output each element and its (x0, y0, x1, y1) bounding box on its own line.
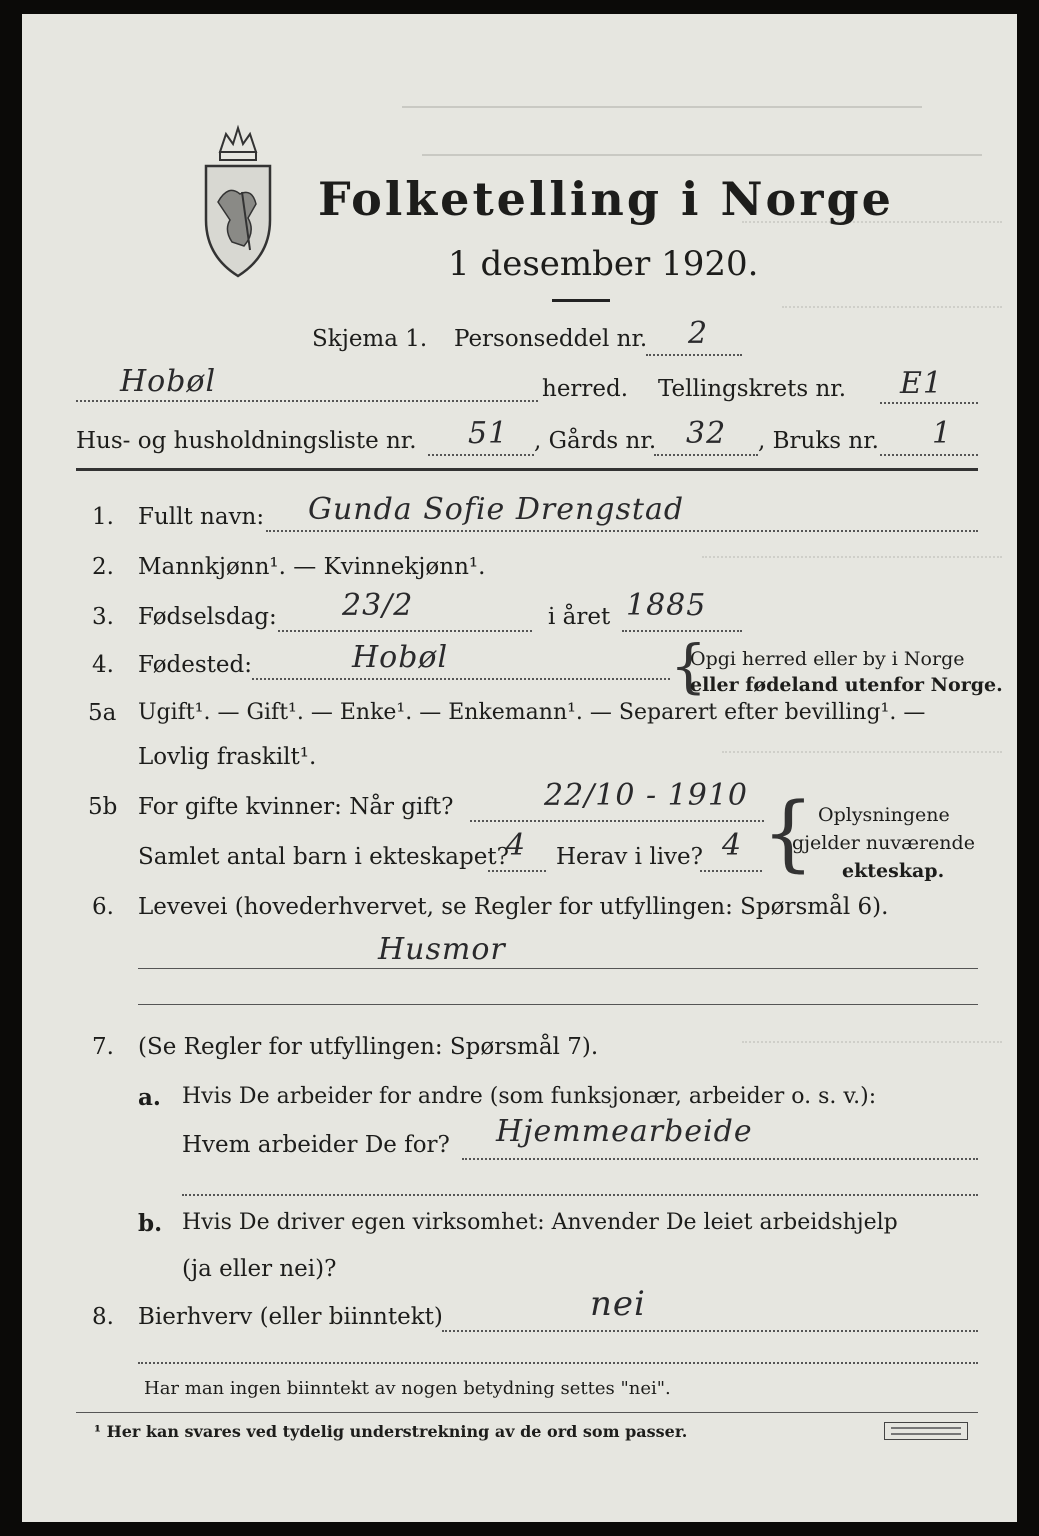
census-date: 1 desember 1920. (448, 244, 759, 284)
hus-label: Hus- og husholdningsliste nr. (76, 428, 417, 454)
footnote: ¹ Her kan svares ved tydelig understrekning av de ord som passer. (94, 1422, 688, 1441)
q7a-label-2: Hvem arbeider De for? (182, 1132, 450, 1158)
footer-note: Har man ingen biinntekt av nogen betydning settes "nei". (144, 1378, 671, 1399)
children-count-field[interactable]: 4 (506, 828, 527, 863)
bruks-field-line (880, 454, 978, 456)
q8-label: Bierhverv (eller biinntekt) (138, 1304, 443, 1330)
bleed-through-line (722, 749, 1002, 753)
bruks-label: , Bruks nr. (758, 428, 879, 454)
title-divider (552, 299, 610, 302)
q4-brace: { (670, 632, 707, 700)
schema-label: Skjema 1. (312, 326, 428, 352)
q1-field-line (266, 530, 978, 532)
q5b-note-line1: Oplysningene (818, 804, 950, 826)
q3-number: 3. (92, 604, 114, 630)
alive-count-field[interactable]: 4 (722, 828, 743, 863)
q4-field-line (252, 678, 670, 680)
side-income-field[interactable]: nei (590, 1284, 646, 1324)
children-field-line (488, 870, 546, 872)
krets-label: Tellingskrets nr. (658, 376, 847, 402)
bruks-number-field[interactable]: 1 (932, 416, 953, 451)
herred-label: herred. (542, 376, 629, 402)
q5a-number: 5a (88, 700, 117, 726)
q8-number: 8. (92, 1304, 114, 1330)
q5b-field-line (470, 820, 764, 822)
birthplace-field[interactable]: Hobøl (352, 640, 449, 675)
q5b-number: 5b (88, 794, 118, 820)
krets-number-field[interactable]: E1 (900, 366, 943, 401)
birth-year-field[interactable]: 1885 (626, 588, 707, 623)
q6-field-line (138, 968, 978, 969)
q7a-label: Hvis De arbeider for andre (som funksjonær, arbeider o. s. v.): (182, 1084, 877, 1109)
hus-number-field[interactable]: 51 (468, 416, 509, 451)
q7-label: (Se Regler for utfyllingen: Spørsmål 7). (138, 1034, 599, 1060)
q4-label: Fødested: (138, 652, 253, 678)
marriage-date-field[interactable]: 22/10 - 1910 (544, 778, 749, 813)
q8-field-line (442, 1330, 978, 1332)
full-name-field[interactable]: Gunda Sofie Drengstad (308, 492, 685, 527)
q7a-field-line-2 (182, 1194, 978, 1196)
hus-field-line (428, 454, 534, 456)
krets-field-line (880, 402, 978, 404)
person-label: Personseddel nr. (454, 326, 648, 352)
q3-label: Fødselsdag: (138, 604, 277, 630)
coat-of-arms-icon (198, 122, 278, 282)
q7-number: 7. (92, 1034, 114, 1060)
birth-date-field[interactable]: 23/2 (342, 588, 414, 623)
occupation-field[interactable]: Husmor (378, 932, 506, 967)
census-form (22, 14, 1017, 1522)
q5b-note-line2: gjelder nuværende (792, 832, 975, 854)
bleed-through-line (402, 106, 922, 108)
q5b-note-line3: ekteskap. (842, 860, 945, 882)
person-number-field[interactable]: 2 (688, 316, 709, 351)
q8-field-line-2 (138, 1362, 978, 1364)
bleed-through-line (422, 154, 982, 156)
q4-note-line1: Opgi herred eller by i Norge (690, 648, 965, 670)
footer-divider (76, 1412, 978, 1413)
alive-label: Herav i live? (556, 844, 703, 870)
gards-number-field[interactable]: 32 (686, 416, 727, 451)
q4-note-line2: eller fødeland utenfor Norge. (690, 674, 1003, 696)
bleed-through-line (742, 1039, 1002, 1043)
q6-label: Levevei (hovederhvervet, se Regler for utfyllingen: Spørsmål 6). (138, 894, 889, 920)
form-title: Folketelling i Norge (318, 172, 894, 226)
printer-stamp (884, 1422, 968, 1440)
gards-label: , Gårds nr. (534, 428, 657, 454)
header-divider (76, 468, 978, 471)
q5a-label-2: Lovlig fraskilt¹. (138, 744, 317, 770)
q7b-label-2: (ja eller nei)? (182, 1256, 337, 1282)
q5b-label: For gifte kvinner: Når gift? (138, 794, 454, 820)
herred-field[interactable]: Hobøl (120, 364, 217, 399)
q4-number: 4. (92, 652, 114, 678)
employer-field[interactable]: Hjemmearbeide (496, 1114, 753, 1149)
year-label: i året (548, 604, 611, 630)
q7a-letter: a. (138, 1084, 161, 1111)
alive-field-line (700, 870, 762, 872)
q1-label: Fullt navn: (138, 504, 265, 530)
q6-number: 6. (92, 894, 114, 920)
q2-label: Mannkjønn¹. — Kvinnekjønn¹. (138, 554, 486, 580)
q3-field-line (278, 630, 532, 632)
q7b-label: Hvis De driver egen virksomhet: Anvender De leiet arbeidshjelp (182, 1210, 898, 1235)
q5a-label: Ugift¹. — Gift¹. — Enke¹. — Enkemann¹. — Separert efter bevilling¹. — (138, 700, 926, 725)
q5b-brace: { (762, 786, 815, 881)
q7a-field-line (462, 1158, 978, 1160)
herred-field-line (76, 400, 538, 402)
q2-number: 2. (92, 554, 114, 580)
bleed-through-line (782, 304, 1002, 308)
q1-number: 1. (92, 504, 114, 530)
q6-field-line-2 (138, 1004, 978, 1005)
gards-field-line (654, 454, 758, 456)
q7b-letter: b. (138, 1210, 163, 1237)
bleed-through-line (702, 554, 1002, 558)
person-field-line (646, 354, 742, 356)
children-label: Samlet antal barn i ekteskapet? (138, 844, 509, 870)
